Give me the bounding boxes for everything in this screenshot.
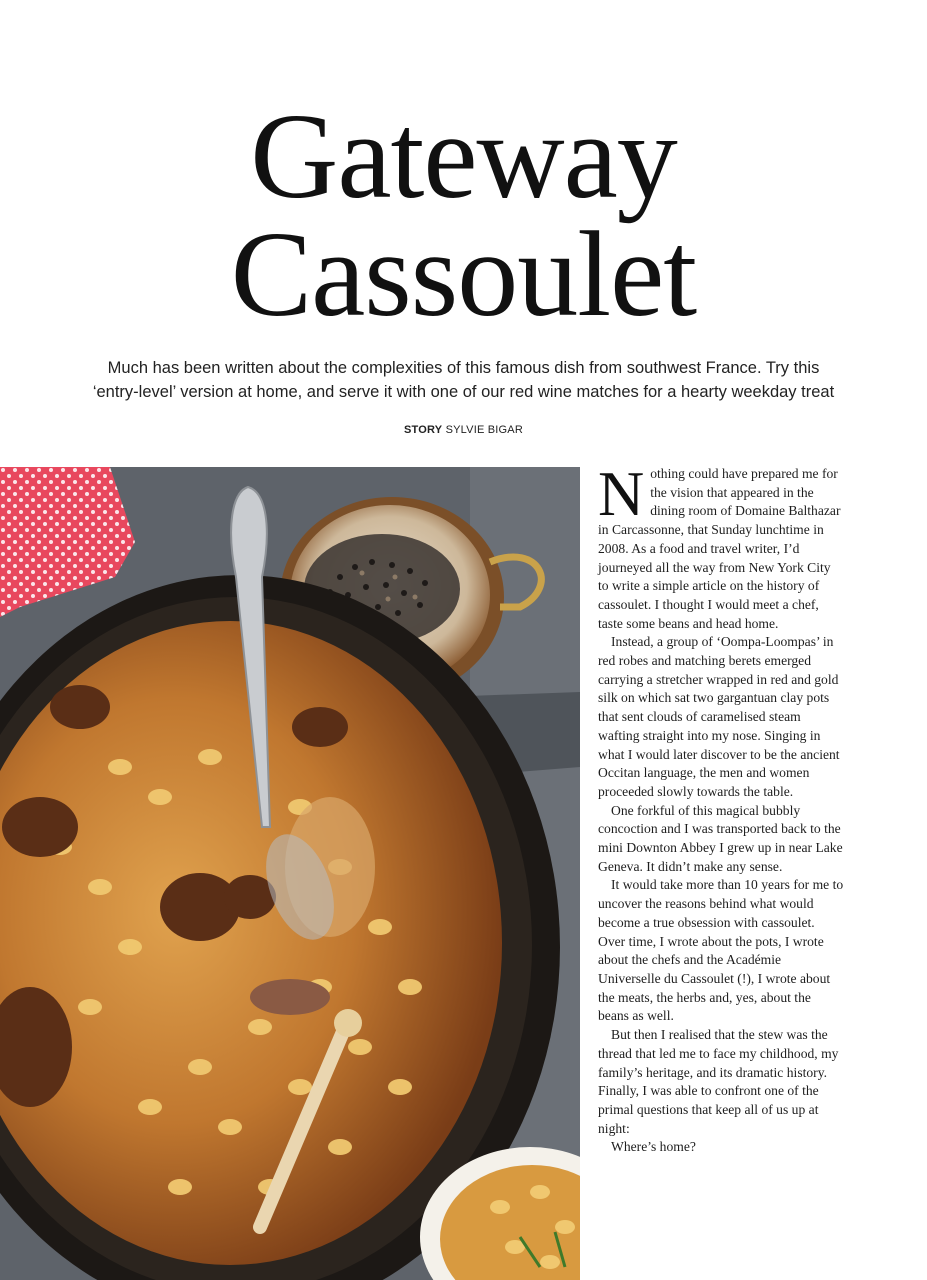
article-paragraph-6: Where’s home? xyxy=(611,1139,696,1155)
article-paragraph-4: It would take more than 10 years for me to uncover the reasons behind what would become a true obsession with cassoulet. Over time, I wrote about the pots, I wrote about the chefs and the Académie Universelle du Cassoulet (!), I wrote about the meats, the herbs and, yes, about the beans as well. xyxy=(598,877,844,1024)
byline xyxy=(0,424,927,436)
cassoulet-photo xyxy=(0,467,580,1280)
article-paragraph-1-text: othing could have prepared me for the vision that appeared in the dining room of Domaine Balthazar in Carcassonne, that Sunday lunchtime in 2008. As a food and travel writer, I’d journeyed all the way from New York City to write a simple article on the history of cassoulet. I thought I would meet a chef, taste some beans and head home. xyxy=(598,466,841,631)
article-paragraph-3: One forkful of this magical bubbly concoction and I was transported back to the mini Downton Abbey I grew up in near Lake Geneva. It didn’t make any sense. xyxy=(598,802,843,874)
article-body xyxy=(598,458,844,1157)
standfirst-line-1: Much has been written about the complexities of this famous dish from southwest France. Try this xyxy=(107,359,820,377)
headline-line-2: Cassoulet xyxy=(230,207,697,342)
article-paragraph-2: Instead, a group of ‘Oompa-Loompas’ in red robes and matching berets emerged carrying a stretcher wrapped in red and gold silk on which sat two gargantuan clay pots that sent clouds of caramelised steam wafting straight into my nose. Singing in what I would later discover to be the ancient Occitan language, the men and women proceeded slowly towards the table. xyxy=(598,634,840,799)
article-paragraph-5: But then I realised that the stew was the thread that led me to face my childhood, my family’s heritage, and its dramatic history. Finally, I was able to confront one of the primal questions that keep all of us up at night: xyxy=(598,1027,839,1136)
standfirst xyxy=(60,356,867,404)
headline-line-1: Gateway xyxy=(250,89,677,224)
byline-label: STORY xyxy=(404,424,443,436)
standfirst-line-2: ‘entry-level’ version at home, and serve it with one of our red wine matches for a hearty weekday treat xyxy=(92,383,835,401)
article-paragraph-1 xyxy=(598,458,844,633)
headline xyxy=(0,89,927,342)
cassoulet-illustration xyxy=(0,467,580,1280)
byline-author: SYLVIE BIGAR xyxy=(445,424,523,436)
dropcap: N xyxy=(598,458,645,529)
